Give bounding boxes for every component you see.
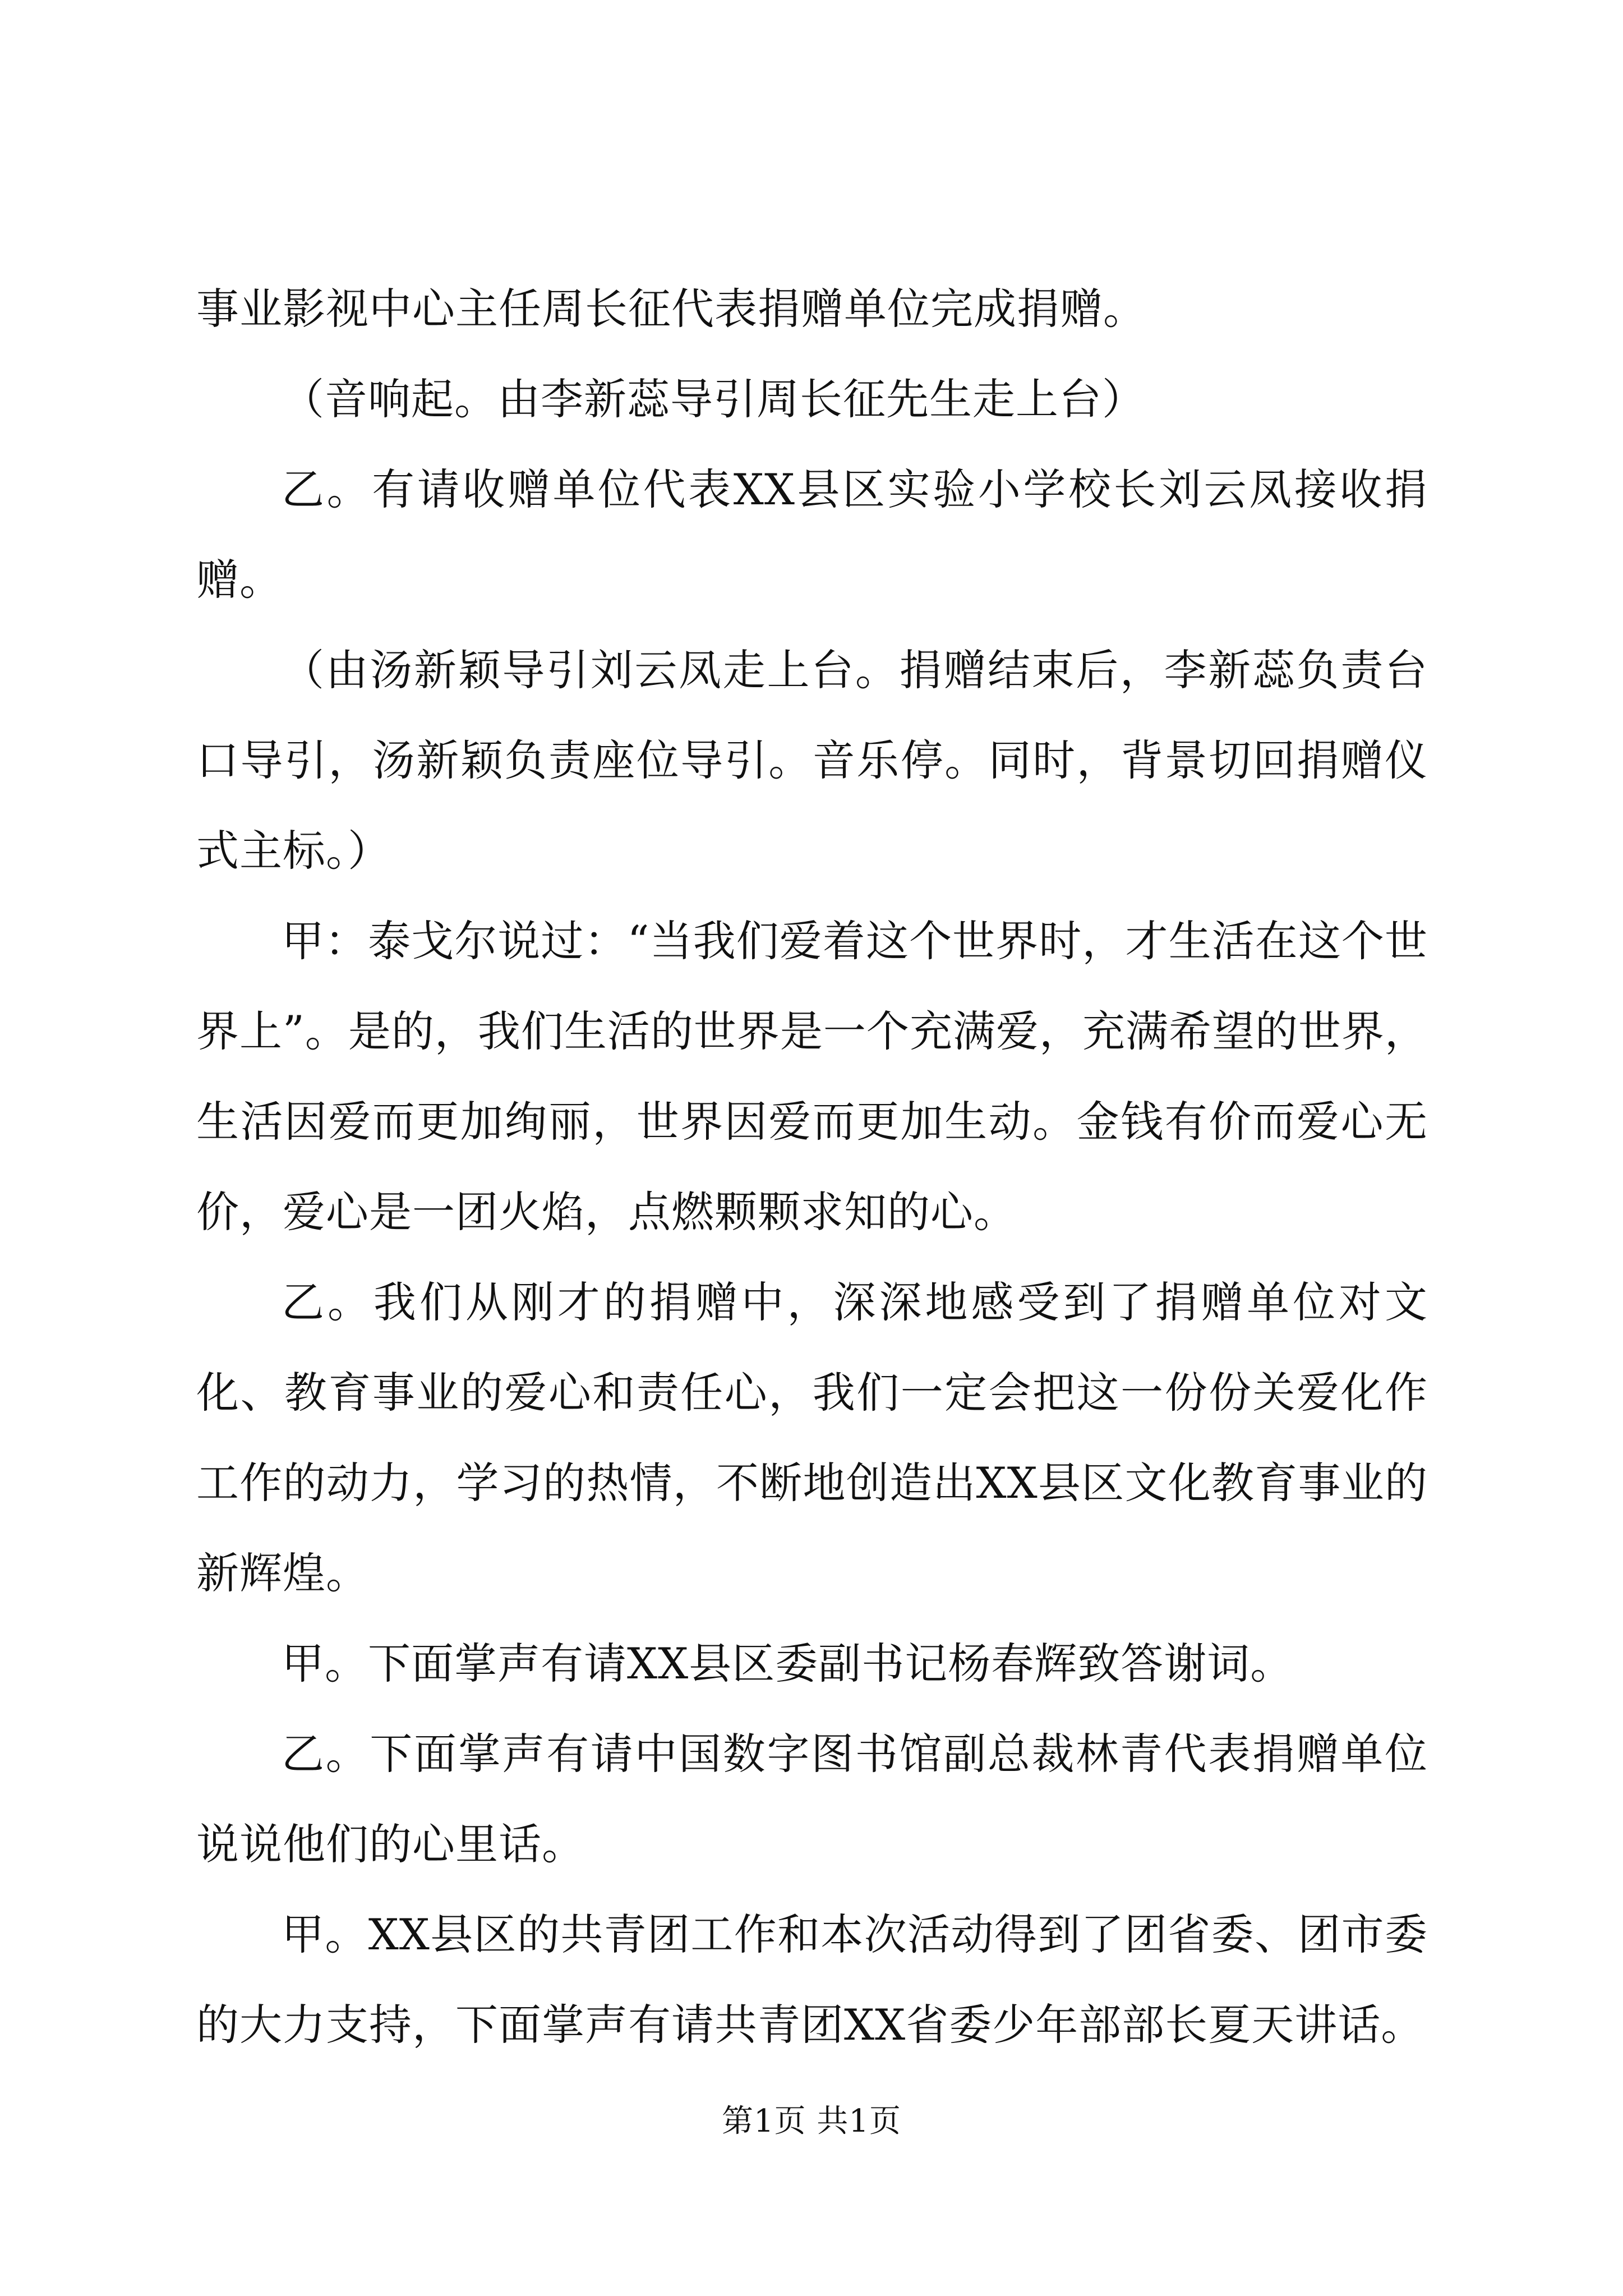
paragraph-stage-direction: （由汤新颖导引刘云凤走上台。捐赠结束后，李新蕊负责台口导引，汤新颖负责座位导引。音乐停。同时，背景切回捐赠仪式主标。） bbox=[196, 645, 1428, 876]
document-body bbox=[196, 264, 1428, 2070]
paragraph: 甲。下面掌声有请XX县区委副书记杨春辉致答谢词。 bbox=[282, 1639, 1294, 1688]
paragraph: 乙。下面掌声有请中国数字图书馆副总裁林青代表捐赠单位说说他们的心里话。 bbox=[196, 1729, 1428, 1869]
paragraph-continued: 事业影视中心主任周长征代表捐赠单位完成捐赠。 bbox=[196, 284, 1146, 334]
page-footer: 第1页 共1页 bbox=[721, 2103, 902, 2139]
paragraph: 乙。我们从刚才的捐赠中，深深地感受到了捐赠单位对文化、教育事业的爱心和责任心，我们一定会把这一份份关爱化作工作的动力，学习的热情，不断地创造出XX县区文化教育事业的新辉煌。 bbox=[196, 1277, 1428, 1598]
paragraph: 甲。XX县区的共青团工作和本次活动得到了团省委、团市委的大力支持，下面掌声有请共青团XX省委少年部部长夏天讲话。 bbox=[196, 1910, 1428, 2050]
paragraph: 乙。有请收赠单位代表XX县区实验小学校长刘云凤接收捐赠。 bbox=[196, 464, 1428, 605]
paragraph-stage-direction: （音响起。由李新蕊导引周长征先生走上台） bbox=[282, 374, 1145, 424]
paragraph: 甲：泰戈尔说过：“当我们爱着这个世界时，才生活在这个世界上”。是的，我们生活的世界是一个充满爱，充满希望的世界，生活因爱而更加绚丽，世界因爱而更加生动。金钱有价而爱心无价，爱心是一团火焰，点燃颗颗求知的心。 bbox=[196, 916, 1428, 1237]
